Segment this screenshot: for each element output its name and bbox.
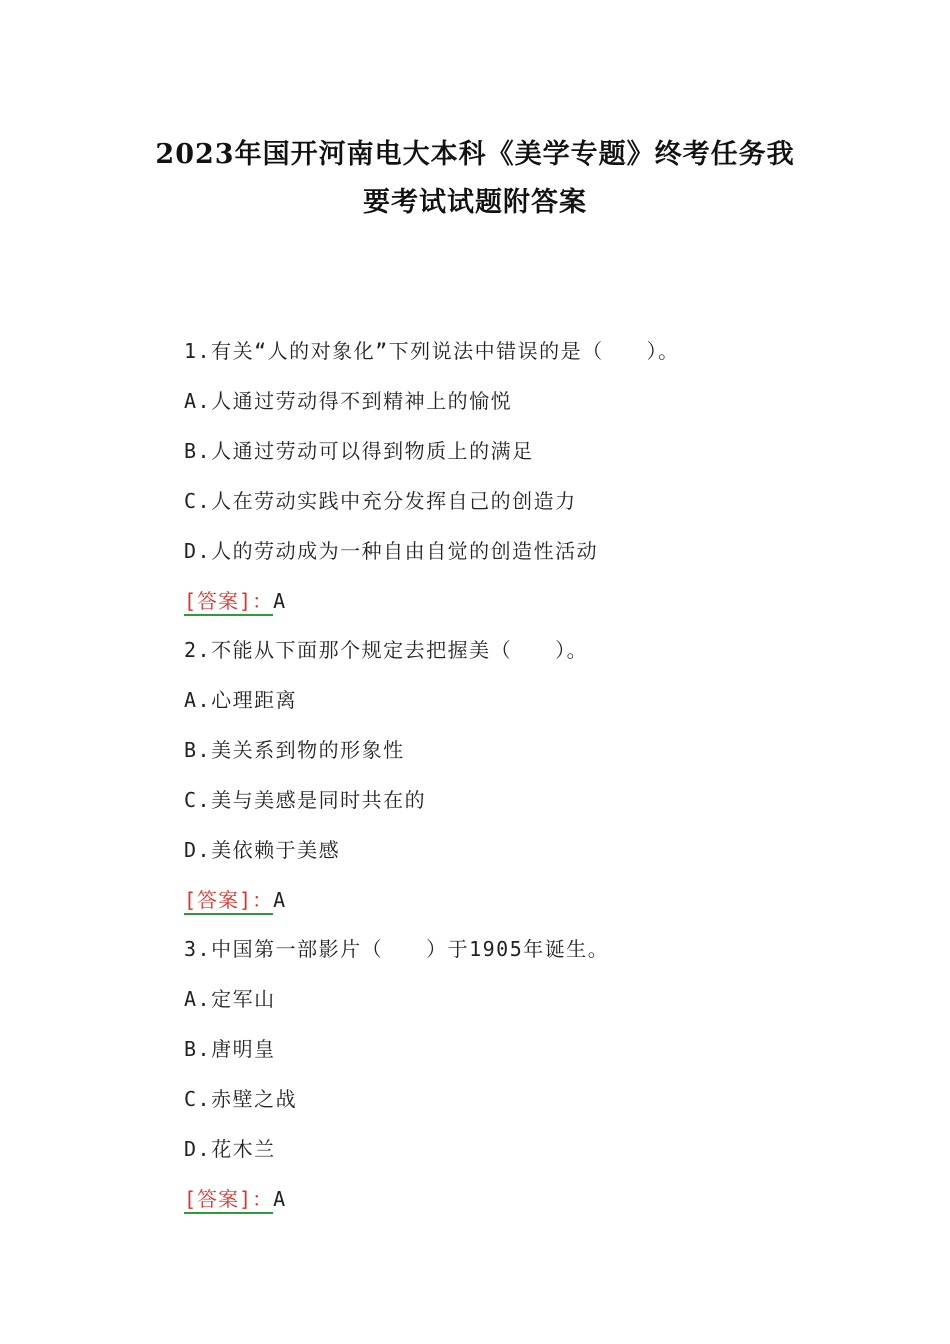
question-list: [184, 336, 824, 1233]
answer-value: A: [273, 888, 287, 912]
option-c: C.人在劳动实践中充分发挥自己的创造力: [184, 489, 577, 513]
option-d: D.美依赖于美感: [184, 838, 341, 862]
option-a: A.人通过劳动得不到精神上的愉悦: [184, 389, 513, 413]
option-a: A.心理距离: [184, 688, 298, 712]
answer-line: [184, 586, 824, 635]
question-3: [184, 934, 824, 1233]
option-d: D.人的劳动成为一种自由自觉的创造性活动: [184, 539, 599, 563]
document-title-line-1: 2023年国开河南电大本科《美学专题》终考任务我: [155, 139, 795, 170]
option-c: C.美与美感是同时共在的: [184, 788, 427, 812]
option-d: D.花木兰: [184, 1137, 276, 1161]
option-c: C.赤壁之战: [184, 1087, 298, 1111]
option-b: B.人通过劳动可以得到物质上的满足: [184, 439, 534, 463]
answer-line: [184, 885, 824, 934]
question-stem: 1.有关“人的对象化”下列说法中错误的是（ ）。: [184, 339, 680, 363]
question-stem: 3.中国第一部影片（ ）于1905年诞生。: [184, 937, 610, 961]
question-2: [184, 635, 824, 934]
document-title-line-2: 要考试试题附答案: [363, 187, 587, 218]
answer-value: A: [273, 589, 287, 613]
answer-label: [答案]：: [184, 588, 273, 616]
option-b: B.美关系到物的形象性: [184, 738, 405, 762]
option-b: B.唐明皇: [184, 1037, 276, 1061]
answer-label: [答案]：: [184, 887, 273, 915]
option-a: A.定军山: [184, 987, 276, 1011]
answer-value: A: [273, 1187, 287, 1211]
question-stem: 2.不能从下面那个规定去把握美（ ）。: [184, 638, 589, 662]
question-1: [184, 336, 824, 635]
answer-line: [184, 1184, 824, 1233]
answer-label: [答案]：: [184, 1186, 273, 1214]
